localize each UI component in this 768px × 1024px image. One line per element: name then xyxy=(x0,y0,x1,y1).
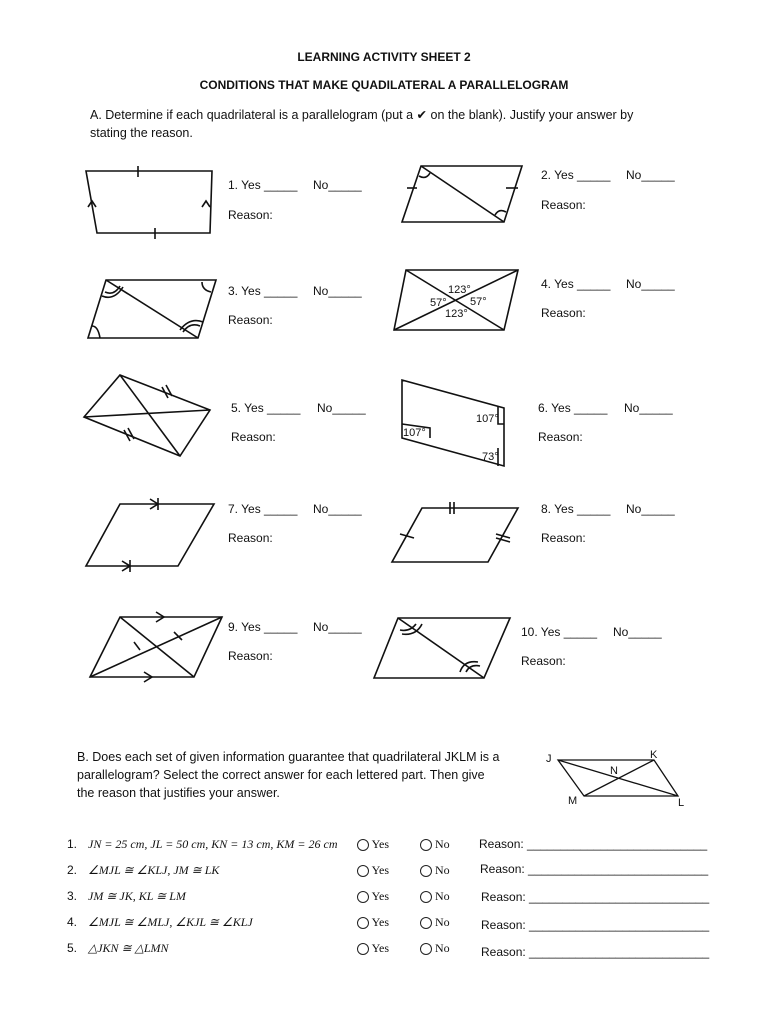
item-4-yes[interactable]: 4. Yes _____ xyxy=(541,277,611,291)
yes-option[interactable] xyxy=(357,915,389,930)
yes-label: Yes xyxy=(371,889,390,903)
no-radio[interactable] xyxy=(420,839,432,851)
item-6-reason: Reason: xyxy=(538,430,583,444)
yes-option[interactable] xyxy=(357,889,389,904)
item-9-reason: Reason: xyxy=(228,649,273,663)
item-5-reason: Reason: xyxy=(231,430,276,444)
item-9-no[interactable]: No_____ xyxy=(313,620,362,634)
item-10-yes[interactable]: 10. Yes _____ xyxy=(521,625,598,639)
no-label: No xyxy=(435,915,450,929)
item-2-reason: Reason: xyxy=(541,198,586,212)
reason-line[interactable]: Reason: ___________________________ xyxy=(480,862,709,876)
question-text: JN = 25 cm, JL = 50 cm, KN = 13 cm, KM = 26 cm xyxy=(88,837,338,851)
figure-5-quadrilateral xyxy=(80,370,220,460)
item-7-yes[interactable]: 7. Yes _____ xyxy=(228,502,298,516)
item-5-no[interactable]: No_____ xyxy=(317,401,366,415)
fig4-angle-top: 123° xyxy=(448,284,471,296)
fig6-angle-bottom-right: 73° xyxy=(482,451,499,463)
item-2-yes[interactable]: 2. Yes _____ xyxy=(541,168,611,182)
yes-option[interactable] xyxy=(357,863,389,878)
figure-6-quadrilateral xyxy=(398,376,508,471)
question-number: 4. xyxy=(67,915,78,929)
label-k: K xyxy=(650,749,658,761)
question-text: △JKN ≅ △LMN xyxy=(88,941,169,955)
fig6-angle-left: 107° xyxy=(403,427,426,439)
item-8-reason: Reason: xyxy=(541,531,586,545)
no-option[interactable] xyxy=(420,915,450,930)
item-3-no[interactable]: No_____ xyxy=(313,284,362,298)
reason-line[interactable]: Reason: ___________________________ xyxy=(479,837,708,851)
item-3-yes[interactable]: 3. Yes _____ xyxy=(228,284,298,298)
yes-option[interactable] xyxy=(357,941,389,956)
no-label: No xyxy=(435,863,450,877)
no-radio[interactable] xyxy=(420,865,432,877)
figure-2-quadrilateral xyxy=(396,160,526,230)
yes-radio[interactable] xyxy=(357,865,369,877)
item-10-no[interactable]: No_____ xyxy=(613,625,662,639)
item-6-yes[interactable]: 6. Yes _____ xyxy=(538,401,608,415)
figure-1-quadrilateral xyxy=(80,165,220,240)
item-7-reason: Reason: xyxy=(228,531,273,545)
question-text: ∠MJL ≅ ∠MLJ, ∠KJL ≅ ∠KLJ xyxy=(88,915,253,929)
figure-jklm xyxy=(546,748,696,812)
no-radio[interactable] xyxy=(420,943,432,955)
item-1-yes[interactable]: 1. Yes _____ xyxy=(228,178,298,192)
question-text: JM ≅ JK, KL ≅ LM xyxy=(88,889,186,903)
item-4-reason: Reason: xyxy=(541,306,586,320)
no-option[interactable] xyxy=(420,889,450,904)
item-7-no[interactable]: No_____ xyxy=(313,502,362,516)
item-8-yes[interactable]: 8. Yes _____ xyxy=(541,502,611,516)
part-b-line-3: the reason that justifies your answer. xyxy=(77,786,280,800)
yes-radio[interactable] xyxy=(357,943,369,955)
item-10-reason: Reason: xyxy=(521,654,566,668)
fig4-angle-right: 57° xyxy=(470,296,487,308)
question-number: 5. xyxy=(67,941,78,955)
part-b-line-2: parallelogram? Select the correct answer for each lettered part. Then give xyxy=(77,768,485,782)
no-radio[interactable] xyxy=(420,891,432,903)
figure-9-quadrilateral xyxy=(86,612,226,682)
figure-4-quadrilateral xyxy=(392,266,524,336)
figure-10-quadrilateral xyxy=(372,612,514,682)
no-label: No xyxy=(435,889,450,903)
reason-line[interactable]: Reason: ___________________________ xyxy=(481,918,710,932)
yes-label: Yes xyxy=(371,915,390,929)
no-option[interactable] xyxy=(420,941,450,956)
label-n: N xyxy=(610,765,618,777)
part-a-instructions xyxy=(90,106,633,142)
yes-option[interactable] xyxy=(357,837,389,852)
yes-radio[interactable] xyxy=(357,839,369,851)
no-label: No xyxy=(435,837,450,851)
yes-label: Yes xyxy=(371,941,390,955)
question-number: 2. xyxy=(67,863,78,877)
question-number: 1. xyxy=(67,837,78,851)
fig4-angle-left: 57° xyxy=(430,297,447,309)
item-6-no[interactable]: No_____ xyxy=(624,401,673,415)
label-j: J xyxy=(546,753,552,765)
yes-radio[interactable] xyxy=(357,917,369,929)
yes-label: Yes xyxy=(371,863,390,877)
item-3-reason: Reason: xyxy=(228,313,273,327)
sheet-subtitle: CONDITIONS THAT MAKE QUADILATERAL A PARALLELOGRAM xyxy=(199,78,569,92)
question-text: ∠MJL ≅ ∠KLJ, JM ≅ LK xyxy=(88,863,220,877)
item-9-yes[interactable]: 9. Yes _____ xyxy=(228,620,298,634)
figure-8-quadrilateral xyxy=(388,496,528,571)
yes-label: Yes xyxy=(371,837,390,851)
figure-7-quadrilateral xyxy=(82,494,222,574)
question-number: 3. xyxy=(67,889,78,903)
no-label: No xyxy=(435,941,450,955)
item-1-no[interactable]: No_____ xyxy=(313,178,362,192)
figure-3-quadrilateral xyxy=(84,274,224,344)
item-5-yes[interactable]: 5. Yes _____ xyxy=(231,401,301,415)
part-b-line-1: B. Does each set of given information guarantee that quadrilateral JKLM is a xyxy=(77,750,500,764)
item-2-no[interactable]: No_____ xyxy=(626,168,675,182)
item-8-no[interactable]: No_____ xyxy=(626,502,675,516)
label-l: L xyxy=(678,797,685,809)
item-1-reason: Reason: xyxy=(228,208,273,222)
reason-line[interactable]: Reason: ___________________________ xyxy=(481,945,710,959)
no-radio[interactable] xyxy=(420,917,432,929)
sheet-title: LEARNING ACTIVITY SHEET 2 xyxy=(297,50,471,64)
no-option[interactable] xyxy=(420,863,450,878)
instruction-line-2: stating the reason. xyxy=(90,126,193,140)
label-m: M xyxy=(568,795,578,807)
no-option[interactable] xyxy=(420,837,450,852)
yes-radio[interactable] xyxy=(357,891,369,903)
item-4-no[interactable]: No_____ xyxy=(626,277,675,291)
reason-line[interactable]: Reason: ___________________________ xyxy=(481,890,710,904)
fig6-angle-top-right: 107° xyxy=(476,413,499,425)
part-b-instructions xyxy=(77,748,499,802)
fig4-angle-bottom: 123° xyxy=(445,308,468,320)
instruction-line-1: A. Determine if each quadrilateral is a parallelogram (put a ✔ on the blank). Justify your answer by xyxy=(90,108,634,122)
